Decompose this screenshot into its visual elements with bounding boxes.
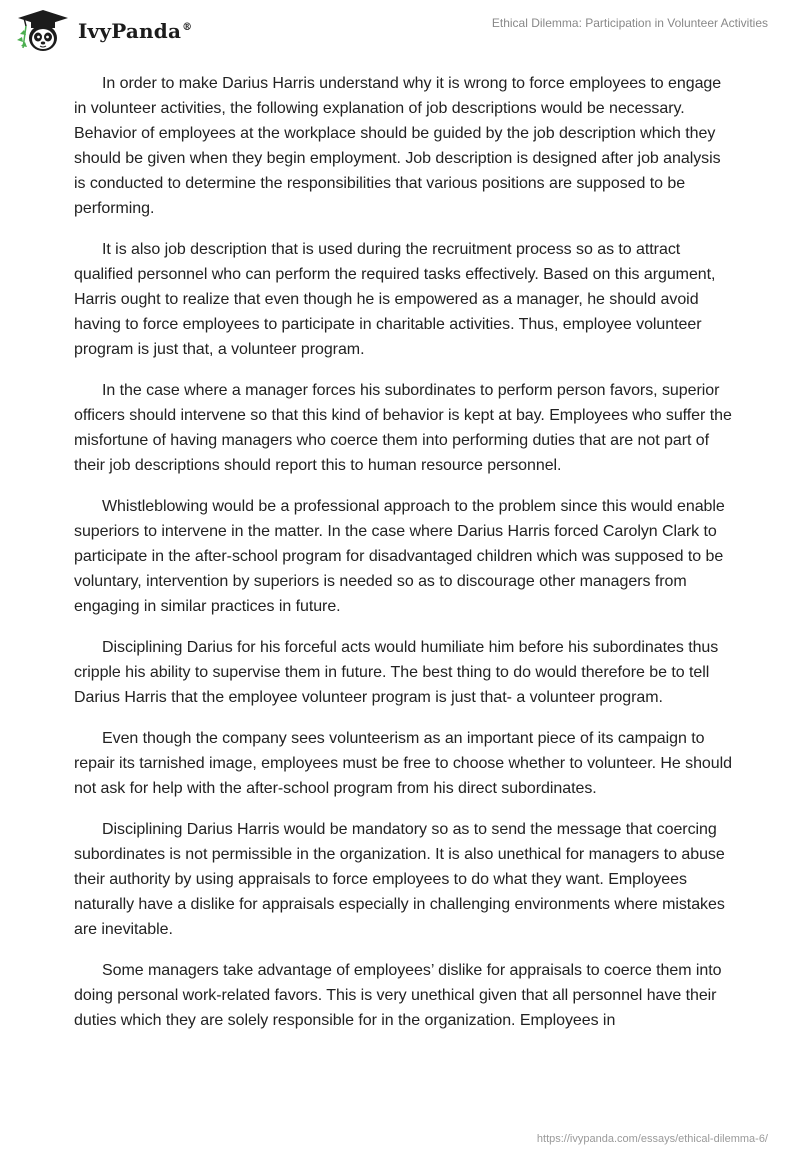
paragraph: Even though the company sees volunteerism as an important piece of its campaign to repair its tarnished image, employees must be free to choose whether to volunteer. He should not ask for help with the after-school program from his direct subordinates. xyxy=(74,730,732,797)
ivypanda-logo[interactable] xyxy=(14,8,204,54)
document-title: Ethical Dilemma: Participation in Volunteer Activities xyxy=(491,16,768,30)
paragraph: Disciplining Darius for his forceful acts would humiliate him before his subordinates thus cripple his ability to supervise them in future. The best thing to do would therefore be to tell Darius Harris that the employee volunteer program is just that- a volunteer program. xyxy=(74,639,719,706)
paragraph: Whistleblowing would be a professional approach to the problem since this would enable superiors to intervene in the matter. In the case where Darius Harris forced Carolyn Clark to participate in the after-school program for disadvantaged children which was supposed to be voluntary, intervention by superiors is needed so as to discourage other managers from engaging in similar practices in future. xyxy=(74,498,725,615)
brand-name-text: IvyPanda xyxy=(78,19,182,43)
panda-graduation-cap-icon xyxy=(14,8,72,54)
registered-mark: ® xyxy=(182,22,193,34)
page-header xyxy=(0,0,800,62)
source-url[interactable]: https://ivypanda.com/essays/ethical-dilemma-6/ xyxy=(536,1133,768,1145)
paragraph: In the case where a manager forces his subordinates to perform person favors, superior officers should intervene so that this kind of behavior is kept at bay. Employees who suffer the misfortune of having managers who coerce them into performing duties that are not part of their job descriptions should report this to human resource personnel. xyxy=(74,382,732,474)
brand-name xyxy=(78,19,192,43)
paragraph: In order to make Darius Harris understand why it is wrong to force employees to engage in volunteer activities, the following explanation of job descriptions would be necessary. Behavior of employees at the workplace should be guided by the job description which they should be given when they begin employment. Job description is designed after job analysis is conducted to determine the responsibilities that various positions are supposed to be performing. xyxy=(74,75,722,217)
paragraph: Some managers take advantage of employees’ dislike for appraisals to coerce them into doing personal work-related favors. This is very unethical given that all personnel have their duties which they are solely responsible for in the organization. Employees in xyxy=(74,962,722,1029)
essay-body xyxy=(74,71,734,1049)
paragraph: It is also job description that is used during the recruitment process so as to attract qualified personnel who can perform the required tasks effectively. Based on this argument, Harris ought to realize that even though he is empowered as a manager, he should avoid having to force employees to participate in charitable activities. Thus, employee volunteer program is just that, a volunteer program. xyxy=(74,241,716,358)
paragraph: Disciplining Darius Harris would be mandatory so as to send the message that coercing subordinates is not permissible in the organization. It is also unethical for managers to abuse their authority by using appraisals to force employees to do what they want. Employees naturally have a dislike for appraisals especially in challenging environments where mistakes are inevitable. xyxy=(74,821,725,938)
